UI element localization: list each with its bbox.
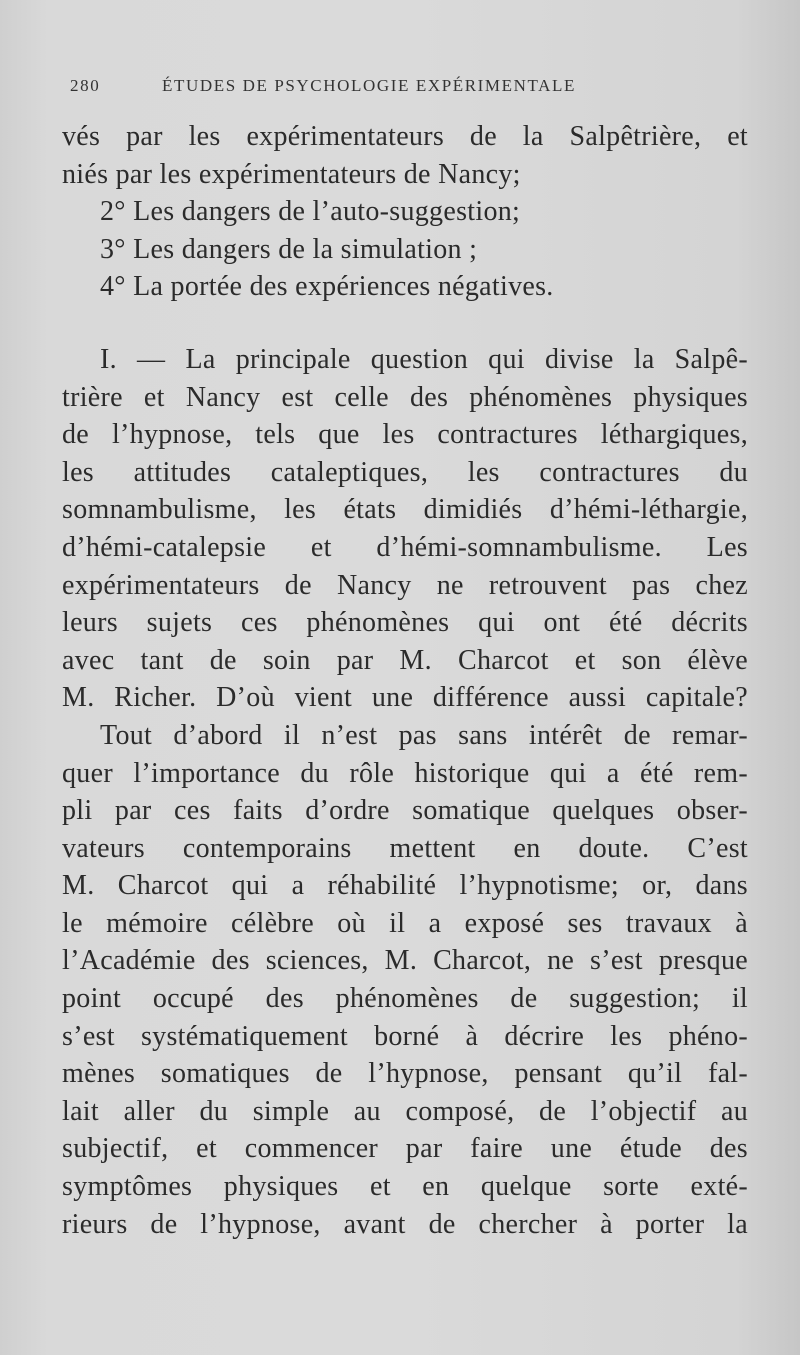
section-gap [62,306,748,341]
text-line: vateurs contemporains mettent en doute. C’est [62,832,748,864]
text-line: d’hémi-catalepsie et d’hémi-somnambulisme. Les [62,531,748,563]
text-line: avec tant de soin par M. Charcot et son élève [62,644,748,676]
text-line: vés par les expérimentateurs de la Salpêtrière, et [62,121,748,152]
text-line: lait aller du simple au composé, de l’objectif au [62,1095,748,1127]
body-text [62,118,748,1243]
text-line: mènes somatiques de l’hypnose, pensant qu’il fal- [62,1058,748,1090]
list-item: 2° Les dangers de l’auto-suggestion; [100,196,521,228]
text-line: les attitudes cataleptiques, les contractures du [62,456,748,488]
text-line: s’est systématiquement borné à décrire les phéno- [62,1020,748,1052]
text-line: symptômes physiques et en quelque sorte exté- [62,1171,748,1203]
text-line: leurs sujets ces phénomènes qui ont été décrits [62,607,748,639]
text-line: somnambulisme, les états dimidiés d’hémi-léthargie, [62,494,748,526]
section-heading-line: I. — La principale question qui divise la Salpê- [100,343,748,375]
text-line: M. Richer. D’où vient une différence aussi capitale? [62,682,748,714]
list-item: 3° Les dangers de la simulation ; [100,233,478,265]
text-line: rieurs de l’hypnose, avant de chercher à porter la [62,1208,748,1240]
running-head: ÉTUDES DE PSYCHOLOGIE EXPÉRIMENTALE [162,76,576,95]
text-line: l’Académie des sciences, M. Charcot, ne s’est presque [62,945,748,977]
page-header [70,76,750,100]
page-number: 280 [70,76,101,95]
text-line: de l’hypnose, tels que les contractures léthargiques, [62,419,748,451]
text-line: quer l’importance du rôle historique qui a été rem- [62,757,748,789]
text-line: trière et Nancy est celle des phénomènes physiques [62,381,748,413]
text-line: subjectif, et commencer par faire une étude des [62,1133,748,1165]
list-item: 4° La portée des expériences négatives. [100,271,554,303]
text-line: le mémoire célèbre où il a exposé ses travaux à [62,907,748,939]
text-line: expérimentateurs de Nancy ne retrouvent pas chez [62,569,748,601]
text-line: point occupé des phénomènes de suggestion; il [62,983,748,1015]
text-line: pli par ces faits d’ordre somatique quelques obser- [62,795,748,827]
paragraph-first-line: Tout d’abord il n’est pas sans intérêt de remar- [100,719,748,751]
text-line: M. Charcot qui a réhabilité l’hypnotisme; or, dans [62,870,748,902]
text-line: niés par les expérimentateurs de Nancy; [62,158,521,190]
